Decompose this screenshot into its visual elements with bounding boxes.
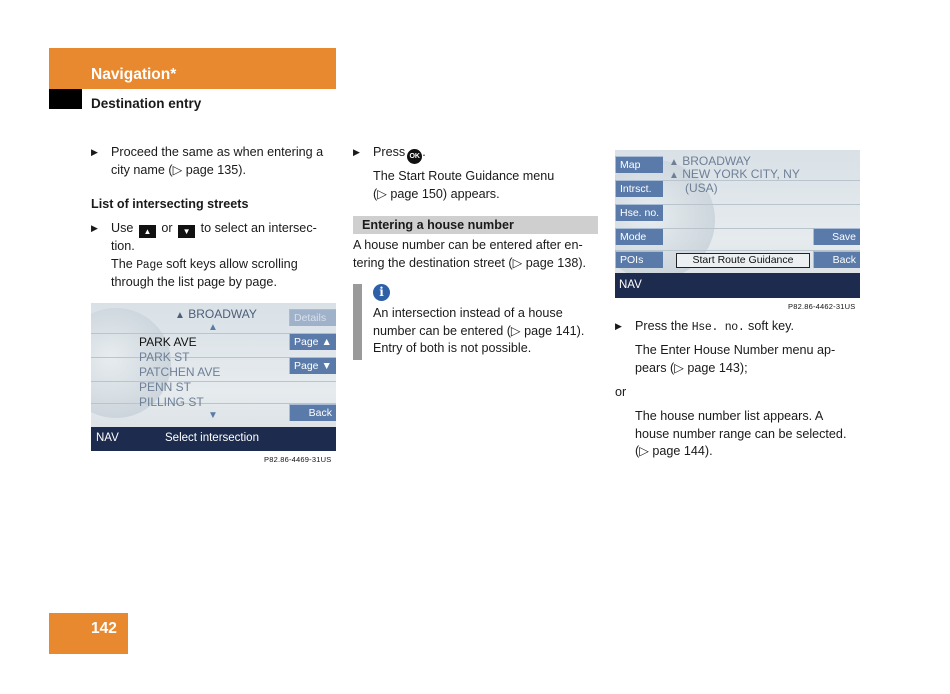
text-fragment: Use xyxy=(111,221,134,235)
scroll-up-arrow-icon[interactable]: ▲ xyxy=(208,322,218,333)
text-line: Entry of both is not possible. xyxy=(373,341,532,355)
street-icon: ▲ xyxy=(175,310,185,321)
text-line: Proceed the same as when entering a xyxy=(111,145,324,159)
section-heading-house-number: Entering a house number xyxy=(362,218,514,232)
text-line xyxy=(111,220,336,238)
step-select-intersection xyxy=(111,220,336,292)
house-number-intro xyxy=(353,237,586,272)
text-line: number can be entered (▷ page 141). xyxy=(373,323,585,338)
house-number-softkey-label: Hse. no. xyxy=(691,321,745,334)
list-item[interactable]: PATCHEN AVE xyxy=(139,365,221,379)
nav-status-bar xyxy=(615,273,860,298)
nav-label: NAV xyxy=(619,279,642,291)
text-line: A house number can be entered after en- xyxy=(353,238,583,252)
bullet-icon: ▶ xyxy=(353,147,360,157)
details-softkey[interactable]: Details xyxy=(289,309,336,326)
up-arrow-key-icon: ▲ xyxy=(139,225,156,238)
text-fragment: Press the xyxy=(635,319,689,333)
bullet-icon: ▶ xyxy=(91,223,98,233)
text-fragment: The xyxy=(111,256,133,271)
down-arrow-key-icon: ▼ xyxy=(178,225,195,238)
text-line: tion. xyxy=(111,239,135,253)
list-item[interactable]: PILLING ST xyxy=(139,395,204,409)
list-item[interactable]: PENN ST xyxy=(139,380,192,394)
section-heading-bar xyxy=(353,216,598,234)
subheading-intersecting-streets: List of intersecting streets xyxy=(91,197,249,211)
intersection-screen xyxy=(91,303,336,451)
city-label: NEW YORK CITY, NY xyxy=(682,167,800,181)
map-softkey[interactable]: Map xyxy=(615,156,663,173)
step-same-as-city xyxy=(111,144,323,179)
page-number: 142 xyxy=(91,620,117,637)
back-softkey[interactable]: Back xyxy=(289,404,336,421)
text-fragment: . xyxy=(422,145,426,159)
page-down-softkey[interactable]: Page ▼ xyxy=(289,357,336,374)
text-fragment: soft key. xyxy=(748,319,794,333)
mode-softkey[interactable]: Mode xyxy=(615,228,663,245)
chapter-title: Navigation* xyxy=(91,66,177,83)
text-line: pears (▷ page 143); xyxy=(635,360,748,375)
section-marker-block xyxy=(49,89,82,109)
scroll-down-arrow-icon[interactable]: ▼ xyxy=(208,410,218,421)
section-title: Destination entry xyxy=(91,96,202,111)
step-result-number-list xyxy=(635,408,846,461)
step-result-enter-number xyxy=(635,342,835,377)
text-line: An intersection instead of a house xyxy=(373,306,563,320)
step-press-house-number xyxy=(635,318,794,337)
save-softkey[interactable]: Save xyxy=(813,228,860,245)
figure-code: P82.86-4462-31US xyxy=(788,302,856,311)
page-number-box xyxy=(49,613,128,654)
figure-code: P82.86-4469-31US xyxy=(264,455,332,464)
street-icon: ▲ xyxy=(669,157,679,168)
street-name xyxy=(175,307,257,323)
info-icon: i xyxy=(373,284,390,301)
text-line xyxy=(111,256,336,275)
or-separator: or xyxy=(615,385,627,399)
start-route-guidance-button[interactable]: Start Route Guidance xyxy=(676,253,810,268)
list-item[interactable]: PARK ST xyxy=(139,350,190,364)
text-line: The Enter House Number menu ap- xyxy=(635,343,836,357)
text-line: (▷ page 144). xyxy=(635,444,713,458)
text-line: house number range can be selected. xyxy=(635,426,847,441)
page-softkey-label: Page xyxy=(136,258,163,272)
text-line: city name (▷ page 135). xyxy=(111,162,246,177)
nav-label: NAV xyxy=(96,432,119,444)
pois-softkey[interactable]: POIs xyxy=(615,251,663,268)
bullet-icon: ▶ xyxy=(615,321,622,331)
street-label: BROADWAY xyxy=(188,307,257,321)
text-line: The house number list appears. A xyxy=(635,409,824,423)
page-up-softkey[interactable]: Page ▲ xyxy=(289,333,336,350)
info-sidebar-rule xyxy=(353,284,362,360)
status-text: Select intersection xyxy=(165,432,259,444)
text-line: (▷ page 150) appears. xyxy=(373,186,500,201)
city-icon: ▲ xyxy=(669,170,679,181)
ok-button-icon: OK xyxy=(407,149,422,164)
house-number-softkey[interactable]: Hse. no. xyxy=(615,204,663,221)
text-line: The Start Route Guidance menu xyxy=(373,169,555,183)
text-fragment: soft keys allow scrolling xyxy=(166,256,298,271)
bullet-icon: ▶ xyxy=(91,147,98,157)
text-fragment: Press xyxy=(373,145,406,159)
text-line: tering the destination street (▷ page 138). xyxy=(353,255,587,270)
chapter-header-bar xyxy=(49,48,336,89)
info-note xyxy=(373,305,584,358)
text-line: through the list page by page. xyxy=(111,275,277,289)
destination-screen xyxy=(615,150,860,298)
street-label: BROADWAY xyxy=(682,154,751,168)
intersection-softkey[interactable]: Intrsct. xyxy=(615,180,663,197)
step-press-ok xyxy=(373,144,426,164)
back-softkey[interactable]: Back xyxy=(813,251,860,268)
text-fragment: or xyxy=(161,221,173,235)
list-item[interactable]: PARK AVE xyxy=(139,335,197,349)
nav-status-bar xyxy=(91,427,336,451)
step-result xyxy=(373,168,554,203)
country-label: (USA) xyxy=(685,181,718,195)
text-fragment: to select an intersec- xyxy=(200,221,317,235)
